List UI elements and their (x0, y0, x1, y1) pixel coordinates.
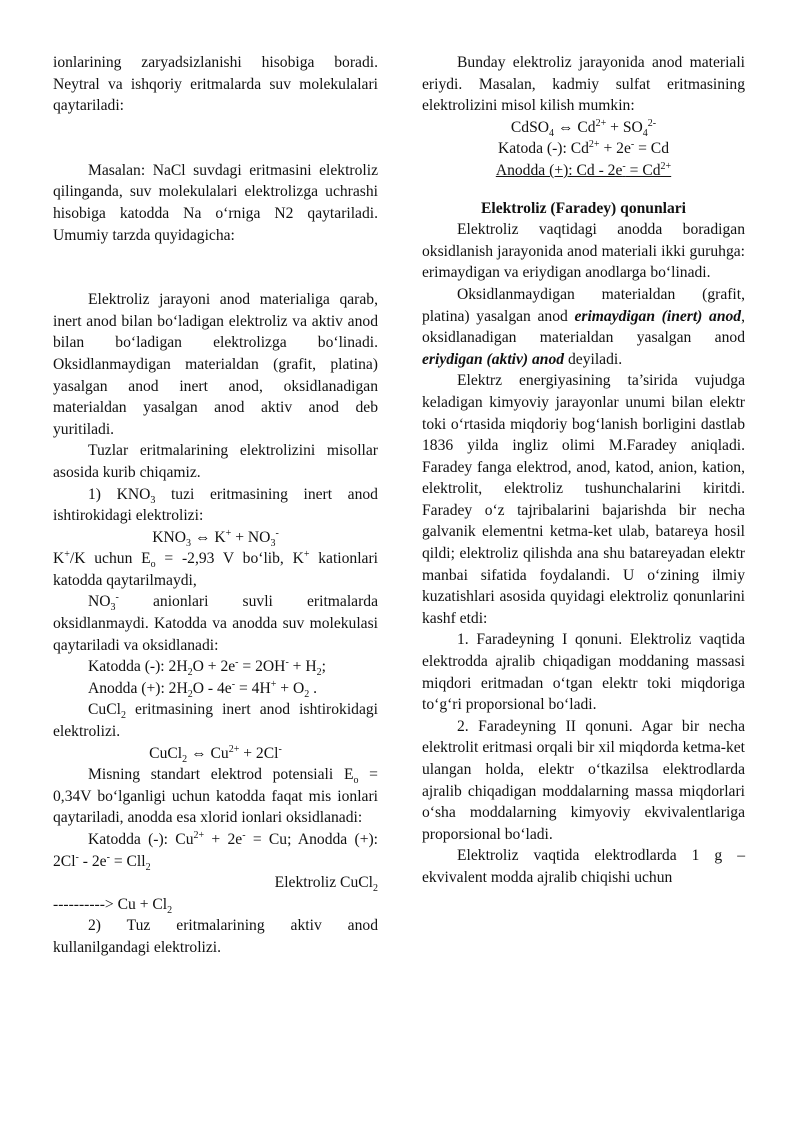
paragraph: Masalan: NaCl suvdagi eritmasini elektroliz qilinganda, suv molekulalari elektrolizga uchrashi hisobiga katodda Na o‘rniga N2 qaytariladi. Umumiy tarzda quyidagicha: (53, 161, 378, 244)
equation: CdSO$_4$ ⇔ $Cd^{2+} + SO_4^{2-}$ (510, 117, 657, 139)
equation: ----------> $Cu + Cl_2$ (53, 895, 173, 916)
paragraph: 1. Faradeyning I qonuni. Elektroliz vaqtida elektrodda ajralib chiqadigan moddaning massasi miqdori eritmadan o‘tgan elektr toki miqdoriga to‘g‘ri proporsional bo‘ladi. (422, 631, 745, 714)
equation: Elektroliz CuCl$_2$ (274, 874, 378, 895)
paragraph: ionlarining zaryadsizlanishi hisobiga boradi. Neytral va ishqoriy eritmalarda suv molekulalari qaytariladi: (53, 54, 378, 115)
paragraph: 1) $KNO_3$ tuzi eritmasining inert anod ishtirokidagi elektrolizi: (53, 485, 378, 525)
equation: Katodda (-): $Cu^{2+} + 2e^- = Cu$; Anodda (+): 2Cl- - 2e- = Cll$_2$ (53, 829, 379, 873)
paragraph: CuCl$_2$ eritmasining inert anod ishtirokidagi elektrolizi. (53, 701, 378, 741)
paragraph: Oksidlanmaydigan materialdan (grafit, platina) yasalgan anod erimaydigan (inert) anod, oksidlanadigan materialdan yasalgan anod eriydigan (aktiv) anod deyiladi. (422, 285, 745, 368)
equation: Katodda (-): $2H_2O + 2e^- = 2OH^- + H_2$; (88, 657, 326, 679)
paragraph: Tuzlar eritmalarining elektrolizini misollar asosida kurib chiqamiz. (53, 442, 378, 481)
paragraph: Elektrz energiyasining ta’sirida vujudga keladigan kimyoviy jarayonlar unumi bilan elektr toki o‘rtasida miqdoriy bog‘lanish borligini dastlab 1836 yilda ingliz olimi M.Faradey aniqladi. Faradey fanga elektrod, anod, katod, anion, kation, elektrolit, elektroliz tushunchalarini kiritdi. Faradey o‘z tajribalarini bajarishda bir necha galvanik elementni ketma-ket ulab, batareya hosil qildi; elektroliz qilishda ana shu batareyadan elektr manbai sifatida foydalandi. U o‘zining ilmiy kuzatishlari asosida quyidagi elektroliz qonunlarini kashf etdi: (422, 372, 745, 627)
right-column (422, 52, 745, 889)
paragraph: 2. Faradeyning II qonuni. Agar bir necha elektrolit eritmasi orqali bir xil miqdorda ketma-ket ulangan holda, elektr o‘tkazilsa elektrodlarda ajralib chiqadigan moddalarning massa miqdorlari o‘sha moddalarning kimyoviy ekvivalentlariga proporsional bo‘ladi. (422, 717, 745, 843)
equation: Anodda (+): $Cd - 2e^- = Cd^{2+}$ (495, 160, 672, 179)
section-heading: Elektroliz (Faradey) qonunlari (480, 199, 687, 217)
paragraph: K+/K uchun $E_o = -2,93$ V bo‘lib, K+ kationlari katodda qaytarilmaydi, (53, 549, 378, 589)
paragraph: 2) Tuz eritmalarining aktiv anod kullanilgandagi elektrolizi. (53, 917, 378, 956)
paragraph: Bunday elektroliz jarayonida anod materiali eriydi. Masalan, kadmiy sulfat eritmasining elektrolizini misol kilish mumkin: (422, 54, 745, 115)
equation: Anodda (+): $2H_2O - 4e^- = 4H^+ + O_2$ . (88, 678, 318, 700)
equation: CuCl$_2$ ⇔ $Cu^{2+} + 2Cl^-$ (149, 743, 282, 765)
equation: $KNO_3$ ⇔ $K^+ + NO_3^-$ (152, 527, 279, 549)
paragraph: $NO_3^-$ anionlari suvli eritmalarda oksidlanmaydi. Katodda va anodda suv molekulasi qaytariladi va oksidlanadi: (53, 592, 378, 654)
paragraph: Elektroliz vaqtida elektrodlarda 1 g – ekvivalent modda ajralib chiqishi uchun (422, 847, 745, 886)
paragraph: Misning standart elektrod potensiali $E_o = 0,34V$ bo‘lganligi uchun katodda faqat mis ionlari qaytariladi, anodda esa xlorid ionlari oksidlanadi: (53, 766, 378, 827)
equation: Katoda (-): $Cd^{2+} + 2e^- = Cd$ (497, 139, 670, 158)
paragraph: Elektroliz jarayoni anod materialiga qarab, inert anod bilan bo‘ladigan elektroliz va aktiv anod bilan bo‘ladigan elektrolizga bo‘linadi. Oksidlanmaydigan materialdan (grafit, platina) yasalgan anod inert anod, oksidlanadigan materialdan yasalgan anod aktiv anod deb yuritiladi. (53, 291, 378, 438)
left-column (53, 52, 378, 959)
paragraph: Elektroliz vaqtidagi anodda boradigan oksidlanish jarayonida anod materiali ikki guruhga: erimaydigan va eriydigan anodlarga bo‘linadi. (422, 221, 745, 282)
